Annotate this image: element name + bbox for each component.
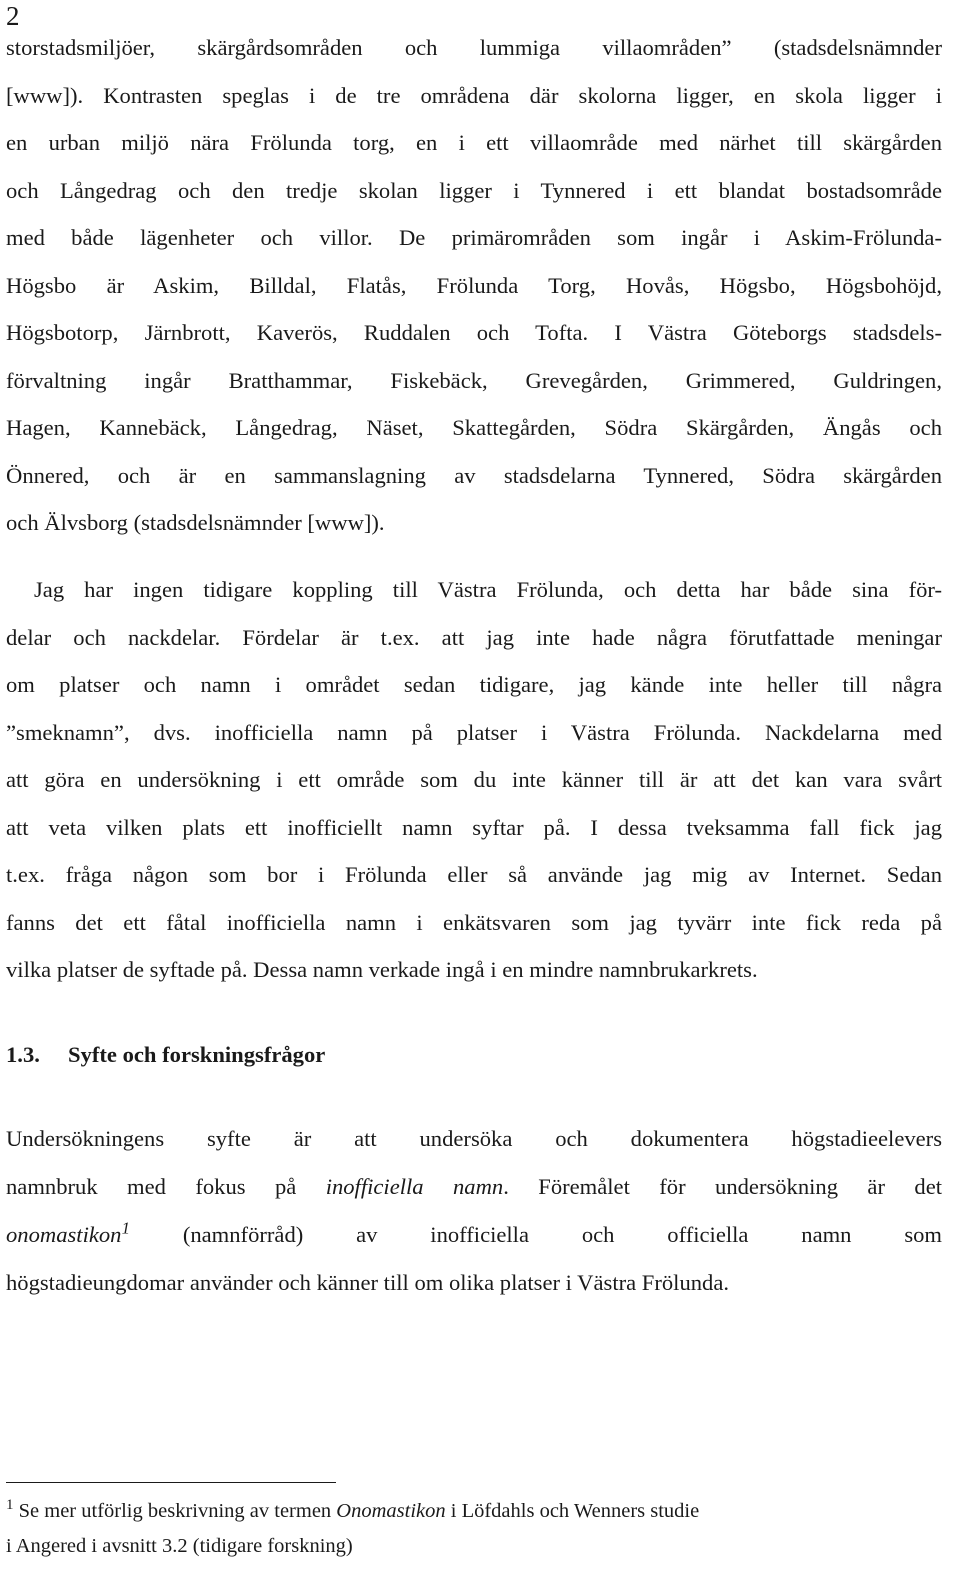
paragraph-2 bbox=[6, 566, 942, 994]
paragraph-2-line: att veta vilken plats ett inofficiellt namn syftar på. I dessa tveksamma fall fick jag bbox=[6, 814, 942, 840]
paragraph-2-line: fanns det ett fåtal inofficiella namn i enkätsvaren som jag tyvärr inte fick reda på bbox=[6, 909, 942, 935]
paragraph-1-line: storstadsmiljöer, skärgårdsområden och lummiga villaområden” (stadsdelsnämnder bbox=[6, 35, 942, 60]
paragraph-1-line: Önnered, och är en sammanslagning av stadsdelarna Tynnered, Södra skärgården bbox=[6, 462, 942, 488]
paragraph-1-line: en urban miljö nära Frölunda torg, en i ett villaområde med närhet till skärgården bbox=[6, 130, 942, 155]
paragraph-1 bbox=[6, 24, 942, 547]
section-title: Syfte och forskningsfrågor bbox=[68, 1042, 326, 1067]
text-run: namnbruk med fokus på bbox=[6, 1174, 326, 1199]
paragraph-2-line: om platser och namn i området sedan tidigare, jag kände inte heller till några bbox=[6, 672, 942, 697]
section-heading bbox=[6, 1035, 325, 1075]
paragraph-3-line bbox=[6, 1211, 942, 1259]
section-number: 1.3. bbox=[6, 1042, 40, 1067]
paragraph-2-line: Jag har ingen tidigare koppling till Västra Frölunda, och detta har både sina för- bbox=[34, 577, 942, 602]
footnote-line bbox=[6, 1494, 942, 1529]
paragraph-1-line: [www]). Kontrasten speglas i de tre områdena där skolorna ligger, en skola ligger i bbox=[6, 82, 942, 108]
italic-term: onomastikon bbox=[6, 1222, 122, 1247]
paragraph-1-line: och Älvsborg (stadsdelsnämnder [www]). bbox=[6, 510, 385, 535]
footnote-line: i Angered i avsnitt 3.2 (tidigare forskning) bbox=[6, 1535, 353, 1557]
footnote bbox=[6, 1494, 942, 1564]
paragraph-2-line: att göra en undersökning i ett område som du inte känner till är att det kan vara svårt bbox=[6, 767, 942, 792]
text-run: (namnförråd) av inofficiella och officiella namn som bbox=[129, 1222, 942, 1247]
paragraph-3-line: högstadieungdomar använder och känner till om olika platser i Västra Frölunda. bbox=[6, 1270, 730, 1295]
paragraph-1-line: förvaltning ingår Bratthammar, Fiskebäck, Grevegården, Grimmered, Guldringen, bbox=[6, 367, 942, 393]
italic-term: Onomastikon bbox=[336, 1500, 446, 1522]
page-number: 2 bbox=[6, 1, 20, 31]
footnote-separator bbox=[6, 1482, 336, 1483]
paragraph-2-line: ”smeknamn”, dvs. inofficiella namn på platser i Västra Frölunda. Nackdelarna med bbox=[6, 719, 942, 745]
paragraph-1-line: och Långedrag och den tredje skolan ligger i Tynnered i ett blandat bostadsområde bbox=[6, 177, 942, 203]
paragraph-2-line: delar och nackdelar. Fördelar är t.ex. att jag inte hade några förutfattade meningar bbox=[6, 624, 942, 650]
paragraph-1-line: Hagen, Kannebäck, Långedrag, Näset, Skattegården, Södra Skärgården, Ängås och bbox=[6, 415, 942, 440]
paragraph-3 bbox=[6, 1115, 942, 1307]
text-run: . Föremålet för undersökning är det bbox=[503, 1174, 942, 1199]
footnote-reference[interactable]: 1 bbox=[121, 1218, 130, 1238]
italic-term: inofficiella namn bbox=[325, 1174, 504, 1199]
text-run: Se mer utförlig beskrivning av termen bbox=[13, 1500, 337, 1522]
paragraph-1-line: Högsbotorp, Järnbrott, Kaverös, Ruddalen och Tofta. I Västra Göteborgs stadsdels- bbox=[6, 320, 942, 345]
paragraph-1-line: med både lägenheter och villor. De primärområden som ingår i Askim-Frölunda- bbox=[6, 225, 942, 250]
paragraph-2-line: t.ex. fråga någon som bor i Frölunda eller så använde jag mig av Internet. Sedan bbox=[6, 862, 942, 887]
paragraph-3-line: Undersökningens syfte är att undersöka och dokumentera högstadieelevers bbox=[6, 1126, 942, 1151]
paragraph-1-line: Högsbo är Askim, Billdal, Flatås, Frölunda Torg, Hovås, Högsbo, Högsbohöjd, bbox=[6, 272, 942, 298]
paragraph-3-line bbox=[6, 1163, 942, 1211]
footnote-marker: 1 bbox=[6, 1497, 14, 1514]
paragraph-2-line: vilka platser de syftade på. Dessa namn verkade ingå i en mindre namnbrukarkrets. bbox=[6, 957, 758, 982]
text-run: i Löfdahls och Wenners studie bbox=[445, 1500, 700, 1522]
